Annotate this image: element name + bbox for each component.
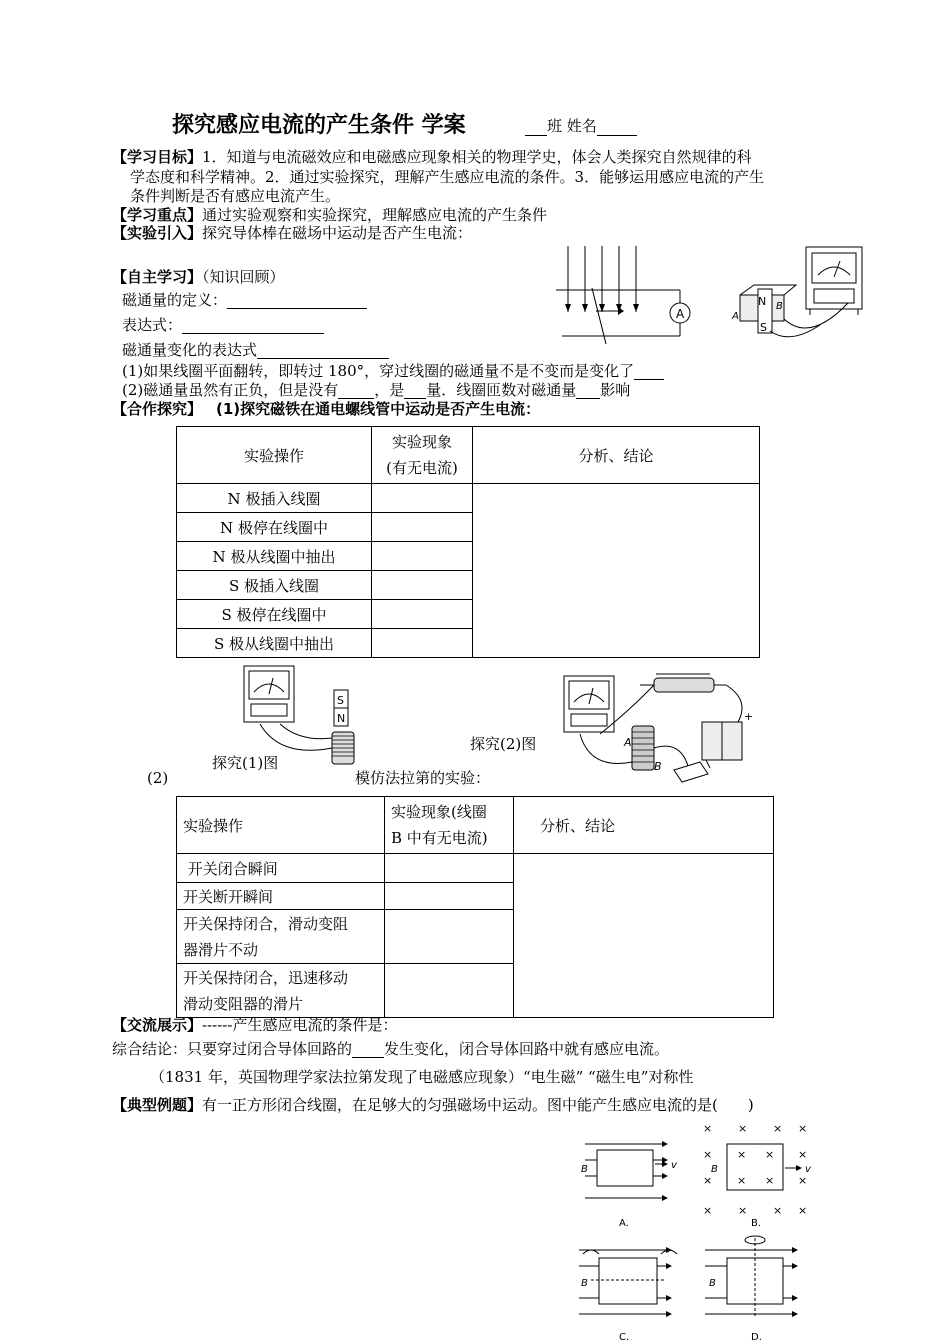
svg-text:×: × <box>773 1122 783 1135</box>
svg-text:×: × <box>703 1148 713 1161</box>
svg-text:×: × <box>798 1204 808 1217</box>
class-name-field[interactable] <box>525 115 637 136</box>
option-d-b-symbol: B <box>709 1278 716 1289</box>
self-study-heading: 【自主学习】（知识回顾） <box>112 268 285 286</box>
t2-answer-cell[interactable] <box>385 964 514 1018</box>
t1-answer-cell[interactable] <box>372 513 473 542</box>
goals-line1: 【学习目标】1．知道与电流磁效应和电磁感应现象相关的物理学史，体会人类探究自然规律的科 <box>112 148 752 166</box>
q1-blank[interactable] <box>634 379 664 380</box>
option-a-label[interactable]: A. <box>619 1218 629 1229</box>
t2-answer-cell[interactable] <box>385 883 514 910</box>
q2-blank-1[interactable] <box>338 398 374 399</box>
exchange-line: 【交流展示】------产生感应电流的条件是： <box>112 1016 398 1034</box>
change-expression-blank[interactable] <box>257 358 389 359</box>
svg-text:×: × <box>737 1148 747 1161</box>
galvanometer-magnet-figure <box>730 245 870 355</box>
svg-text:×: × <box>798 1148 808 1161</box>
table-row: N 极从线圈中抽出 <box>177 542 372 571</box>
option-b-b-symbol: B <box>711 1164 718 1175</box>
svg-text:×: × <box>738 1122 748 1135</box>
focus-line: 【学习重点】通过实验观察和实验探究，理解感应电流的产生条件 <box>112 206 548 224</box>
t1-answer-cell[interactable] <box>372 484 473 513</box>
t1-answer-cell[interactable] <box>372 571 473 600</box>
battery-plus-label: + <box>744 710 754 723</box>
option-b-diagram <box>703 1122 807 1217</box>
change-expression-line: 磁通量变化的表达式 <box>122 341 389 359</box>
example-line: 【典型例题】有一正方形闭合线圈，在足够大的匀强磁场中运动。图中能产生感应电流的是( ) <box>112 1096 754 1114</box>
experiment-table-1 <box>176 426 760 658</box>
q2-blank-3[interactable] <box>576 398 600 399</box>
history-line: （1831 年，英国物理学家法拉第发现了电磁感应现象）“电生磁” “磁生电”对称性 <box>150 1068 694 1086</box>
t1-analysis-cell[interactable] <box>473 484 760 658</box>
t1-header-phenomenon: 实验现象 (有无电流) <box>372 427 473 484</box>
svg-text:×: × <box>798 1174 808 1187</box>
coil-b-label: B <box>654 760 662 773</box>
svg-text:×: × <box>703 1204 713 1217</box>
t1-header-operation: 实验操作 <box>177 427 372 484</box>
conductor-rod-figure <box>552 246 692 356</box>
t2-answer-cell[interactable] <box>385 910 514 964</box>
figure-1-caption: 探究(1)图 <box>212 754 279 772</box>
question-2: (2)磁通量虽然有正负，但是没有 ，是 量．线圈匝数对磁通量 影响 <box>122 381 631 399</box>
svg-text:×: × <box>798 1122 808 1135</box>
t1-header-analysis: 分析、结论 <box>473 427 760 484</box>
coop-heading: 【合作探究】 (1)探究磁铁在通电螺线管中运动是否产生电流： <box>112 400 541 418</box>
option-d-label[interactable]: D. <box>751 1332 762 1343</box>
goals-line2: 学态度和科学精神。2．通过实验探究，理解产生感应电流的条件。3．能够运用感应电流的产生 <box>130 168 765 186</box>
option-c-b-symbol: B <box>581 1278 588 1289</box>
svg-text:×: × <box>737 1174 747 1187</box>
magnet-s-label: S <box>337 694 344 707</box>
svg-text:×: × <box>765 1148 775 1161</box>
option-c-label[interactable]: C. <box>619 1332 630 1343</box>
option-b-v-symbol: v <box>805 1164 811 1175</box>
flux-definition-blank[interactable] <box>227 308 367 309</box>
option-a-b-symbol: B <box>581 1164 588 1175</box>
t2-header-phenomenon: 实验现象(线圈 B 中有无电流) <box>385 797 514 854</box>
t2-analysis-cell[interactable] <box>514 854 774 1018</box>
svg-text:×: × <box>765 1174 775 1187</box>
goals-label: 【学习目标】 <box>112 148 203 166</box>
item-2-number: (2) <box>147 769 169 787</box>
t1-answer-cell[interactable] <box>372 600 473 629</box>
table-row: N 极停在线圈中 <box>177 513 372 542</box>
option-c-diagram <box>579 1250 677 1314</box>
option-a-v-symbol: v <box>671 1160 677 1171</box>
svg-text:×: × <box>738 1204 748 1217</box>
experiment-table-2 <box>176 796 774 1018</box>
experiment-2-figure <box>560 670 780 792</box>
svg-text:×: × <box>703 1174 713 1187</box>
expression-line: 表达式： <box>122 316 324 334</box>
q2-blank-2[interactable] <box>404 398 426 399</box>
table-row: 开关闭合瞬间 <box>177 854 385 883</box>
expression-blank[interactable] <box>182 333 324 334</box>
table-row: N 极插入线圈 <box>177 484 372 513</box>
t2-header-operation: 实验操作 <box>177 797 385 854</box>
goals-line3: 条件判断是否有感应电流产生。 <box>130 187 341 205</box>
rod-end-a: A <box>732 311 739 322</box>
intro-line: 【实验引入】探究导体棒在磁场中运动是否产生电流： <box>112 224 473 242</box>
conclusion-blank[interactable] <box>352 1057 384 1058</box>
table-row: 开关保持闭合，迅速移动 滑动变阻器的滑片 <box>177 964 385 1018</box>
rod-end-b: B <box>776 301 783 312</box>
conclusion-line: 综合结论：只要穿过闭合导体回路的 发生变化，闭合导体回路中就有感应电流。 <box>112 1040 670 1058</box>
t1-answer-cell[interactable] <box>372 542 473 571</box>
option-a-diagram <box>585 1144 667 1198</box>
question-1: (1)如果线圈平面翻转，即转过 180°，穿过线圈的磁通量不是不变而是变化了 <box>122 362 664 380</box>
coil-a-label: A <box>624 736 632 749</box>
table-row: S 极从线圈中抽出 <box>177 629 372 658</box>
figure-2-caption: 探究(2)图 <box>470 735 537 753</box>
example-options-figure <box>575 1122 825 1342</box>
item-2-text: 模仿法拉第的实验： <box>355 769 491 787</box>
option-b-label[interactable]: B. <box>751 1218 762 1229</box>
page-title: 探究感应电流的产生条件 学案 <box>172 113 466 138</box>
table-row: 开关断开瞬间 <box>177 883 385 910</box>
t2-header-analysis: 分析、结论 <box>514 797 774 854</box>
flux-definition-line: 磁通量的定义： <box>122 291 367 309</box>
t1-answer-cell[interactable] <box>372 629 473 658</box>
svg-text:×: × <box>703 1122 713 1135</box>
table-row: 开关保持闭合，滑动变阻 器滑片不动 <box>177 910 385 964</box>
svg-text:×: × <box>773 1204 783 1217</box>
pole-s-label: S <box>760 321 767 334</box>
table-row: S 极停在线圈中 <box>177 600 372 629</box>
option-d-diagram <box>705 1236 797 1318</box>
pole-n-label: N <box>758 295 767 308</box>
table-row: S 极插入线圈 <box>177 571 372 600</box>
t2-answer-cell[interactable] <box>385 854 514 883</box>
class-name-label: 班 姓名 <box>547 117 597 135</box>
magnet-n-label: N <box>337 712 346 725</box>
ammeter-symbol: A <box>676 307 685 321</box>
